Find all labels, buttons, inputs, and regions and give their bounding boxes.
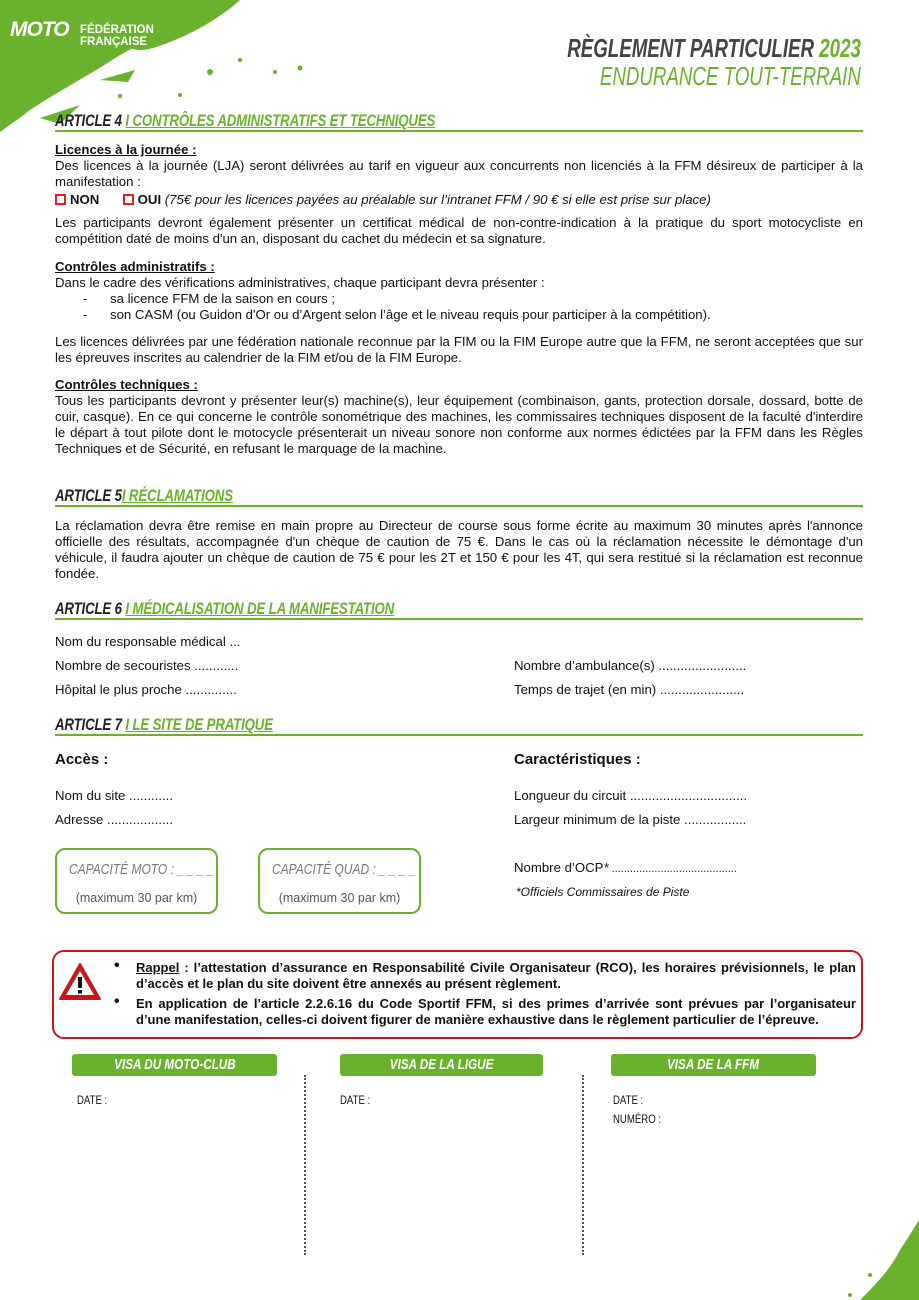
visa-club-date[interactable]: DATE : [77,1093,108,1107]
rappel-lead: Rappel [136,960,180,975]
non-label: NON [70,192,100,207]
article7-title: I LE SITE DE PRATIQUE [125,715,273,734]
admin-text: Dans le cadre des vérifications administratives, chaque participant devra présenter : [55,275,545,290]
logo-moto-text: MOTO [10,18,69,41]
logo-line1: FÉDÉRATION [80,24,154,36]
warning-icon [58,962,102,1002]
article4-body [55,142,863,457]
article5-text: La réclamation devra être remise en main propre au Directeur de course sous forme écrite au maximum 30 minutes après l'annonce officielle des résultats, accompagnée d'un chèque de caution de 75 €. Dans le cas où la réclamation nécessite le démontage d'un véhicule, il faudra ajouter un chèque de caution de 75 € pour les 2T et 150 € pour les 4T, qui sera restitué si la réclamation est reconnue fondée. [55,518,863,581]
capacite-quad-note: (maximum 30 par km) [278,891,401,905]
oui-label: OUI [137,192,162,207]
longueur-field[interactable]: Longueur du circuit ................................ [514,788,748,803]
tech-text: Tous les participants devront y présenter leur(s) machine(s), leur équipement (combinaison, gants, protection dorsale, dossard, botte de cuir, casque). En ce qui concerne le contrôle sonométrique des machines, les commissaires techniques disposent de la faculté d'interdire le départ à tout pilote dont le motocycle présenterait un niveau sonore non conforme aux normes édictées par la FFM dans les Règles Techniques et de Sécurité, en refusant le marquage de la machine. [55,393,863,456]
visa-ffm-header: VISA DE LA FFM [611,1054,816,1076]
list-item: - sa licence FFM de la saison en cours ; [83,291,336,306]
visa-divider [304,1075,306,1255]
licences-text: Des licences à la journée (LJA) seront délivrées au tarif en vigueur aux concurrents non licenciés à la FFM désireux de participer à la manifestation : [55,158,863,189]
oui-note: (75€ pour les licences payées au préalable sur l’intranet FFM / 90 € si elle est prise sur place) [164,192,711,207]
article6-heading [55,600,863,620]
article5-heading [55,487,863,507]
tech-heading: Contrôles techniques : [55,377,198,392]
visa-ligue-header: VISA DE LA LIGUE [340,1054,543,1076]
ocp-dots: ......................................... [608,863,737,875]
visa-ligue-date[interactable]: DATE : [340,1093,371,1107]
footer-splash-decoration [820,1200,919,1300]
rappel-bullet-2: • En application de l’article 2.2.6.16 du Code Sportif FFM, si des primes d’arrivée sont prévues par l’organisateur d’une manifestation, celles-ci doivent figurer de manière exhaustive dans le règlement particulier de l’épreuve. [114,993,856,1027]
nom-site-field[interactable]: Nom du site ............ [55,788,173,803]
article4-heading [55,112,863,132]
article4-title: I CONTRÔLES ADMINISTRATIFS ET TECHNIQUES [125,111,436,130]
trajet-field[interactable]: Temps de trajet (en min) ....................... [514,682,745,697]
title-year: 2023 [819,33,861,63]
adresse-field[interactable]: Adresse .................. [55,812,173,827]
visa-ffm-date[interactable]: DATE : [613,1093,644,1107]
rappel-box [52,950,863,1039]
rappel-text-1: : l’attestation d’assurance en Responsabilité Civile Organisateur (RCO), les horaires prévisionnels, le plan d’accès et le plan du site doivent être annexés au présent règlement. [136,960,856,991]
page-title [453,34,861,90]
title-prefix: RÈGLEMENT PARTICULIER [567,33,815,63]
certificat-text: Les participants devront également présenter un certificat médical de non-contre-indication à la pratique du sport motocycliste en compétition daté de moins d'un an, disposant du cachet du médecin et sa signature. [55,215,863,246]
licence-options [55,192,863,208]
visa-ffm-numero[interactable]: NUMÉRO : [613,1112,661,1126]
acces-heading: Accès : [55,751,109,768]
ocp-star: * [603,860,609,875]
ocp-note: *Officiels Commissaires de Piste [516,885,690,899]
list-item: - son CASM (ou Guidon d'Or ou d’Argent selon l’âge et le niveau requis pour participer à la compétition). [83,307,711,322]
medical-responsable-field[interactable]: Nom du responsable médical ... [55,634,241,649]
licences-federation-text: Les licences délivrées par une fédération nationale reconnue par la FIM ou la FIM Europe autre que la FFM, ne seront acceptées que sur les épreuves inscrites au calendrier de la FIM et/ou de la FIM Europe. [55,334,863,365]
capacite-quad-box[interactable] [258,848,421,914]
article4-number: ARTICLE 4 [55,111,122,130]
ambulances-field[interactable]: Nombre d’ambulance(s) ........................ [514,658,747,673]
caracteristiques-heading: Caractéristiques : [514,751,641,768]
article6-number: ARTICLE 6 [55,599,122,618]
ocp-label: Nombre d’OCP [514,860,604,875]
rappel-bullet-1: • Rappel : l’attestation d’assurance en Responsabilité Civile Organisateur (RCO), les horaires prévisionnels, le plan d’accès et le plan du site doivent être annexés au présent règlement. [114,957,856,991]
non-checkbox[interactable] [55,194,66,205]
capacite-quad-label: CAPACITÉ QUAD : _ _ _ _ [272,861,416,878]
article5-title: I RÉCLAMATIONS [121,486,233,505]
article6-title: I MÉDICALISATION DE LA MANIFESTATION [125,599,395,618]
article7-number: ARTICLE 7 [55,715,122,734]
ocp-field[interactable] [514,860,737,877]
visa-divider [582,1075,584,1255]
secouristes-field[interactable]: Nombre de secouristes ............ [55,658,239,673]
article7-heading [55,716,863,736]
largeur-field[interactable]: Largeur minimum de la piste ................. [514,812,747,827]
rappel-text-2: En application de l’article 2.2.6.16 du Code Sportif FFM, si des primes d’arrivée sont prévues par l’organisateur d’une manifestation, celles-ci doivent figurer de manière exhaustive dans le règlement particulier de l’épreuve. [136,996,856,1027]
capacite-moto-label: CAPACITÉ MOTO : _ _ _ _ [69,861,214,878]
oui-checkbox[interactable] [123,194,134,205]
licences-heading: Licences à la journée : [55,142,197,157]
admin-list [55,291,863,323]
admin-heading: Contrôles administratifs : [55,259,215,274]
capacite-moto-note: (maximum 30 par km) [75,891,198,905]
logo-line2: FRANÇAISE [80,36,148,48]
visa-moto-club-header: VISA DU MOTO-CLUB [72,1054,277,1076]
hopital-field[interactable]: Hôpital le plus proche .............. [55,682,237,697]
rappel-content [114,957,856,1028]
capacite-moto-box[interactable] [55,848,218,914]
page-subtitle: ENDURANCE TOUT-TERRAIN [599,61,861,91]
article5-number: ARTICLE 5 [55,486,122,505]
